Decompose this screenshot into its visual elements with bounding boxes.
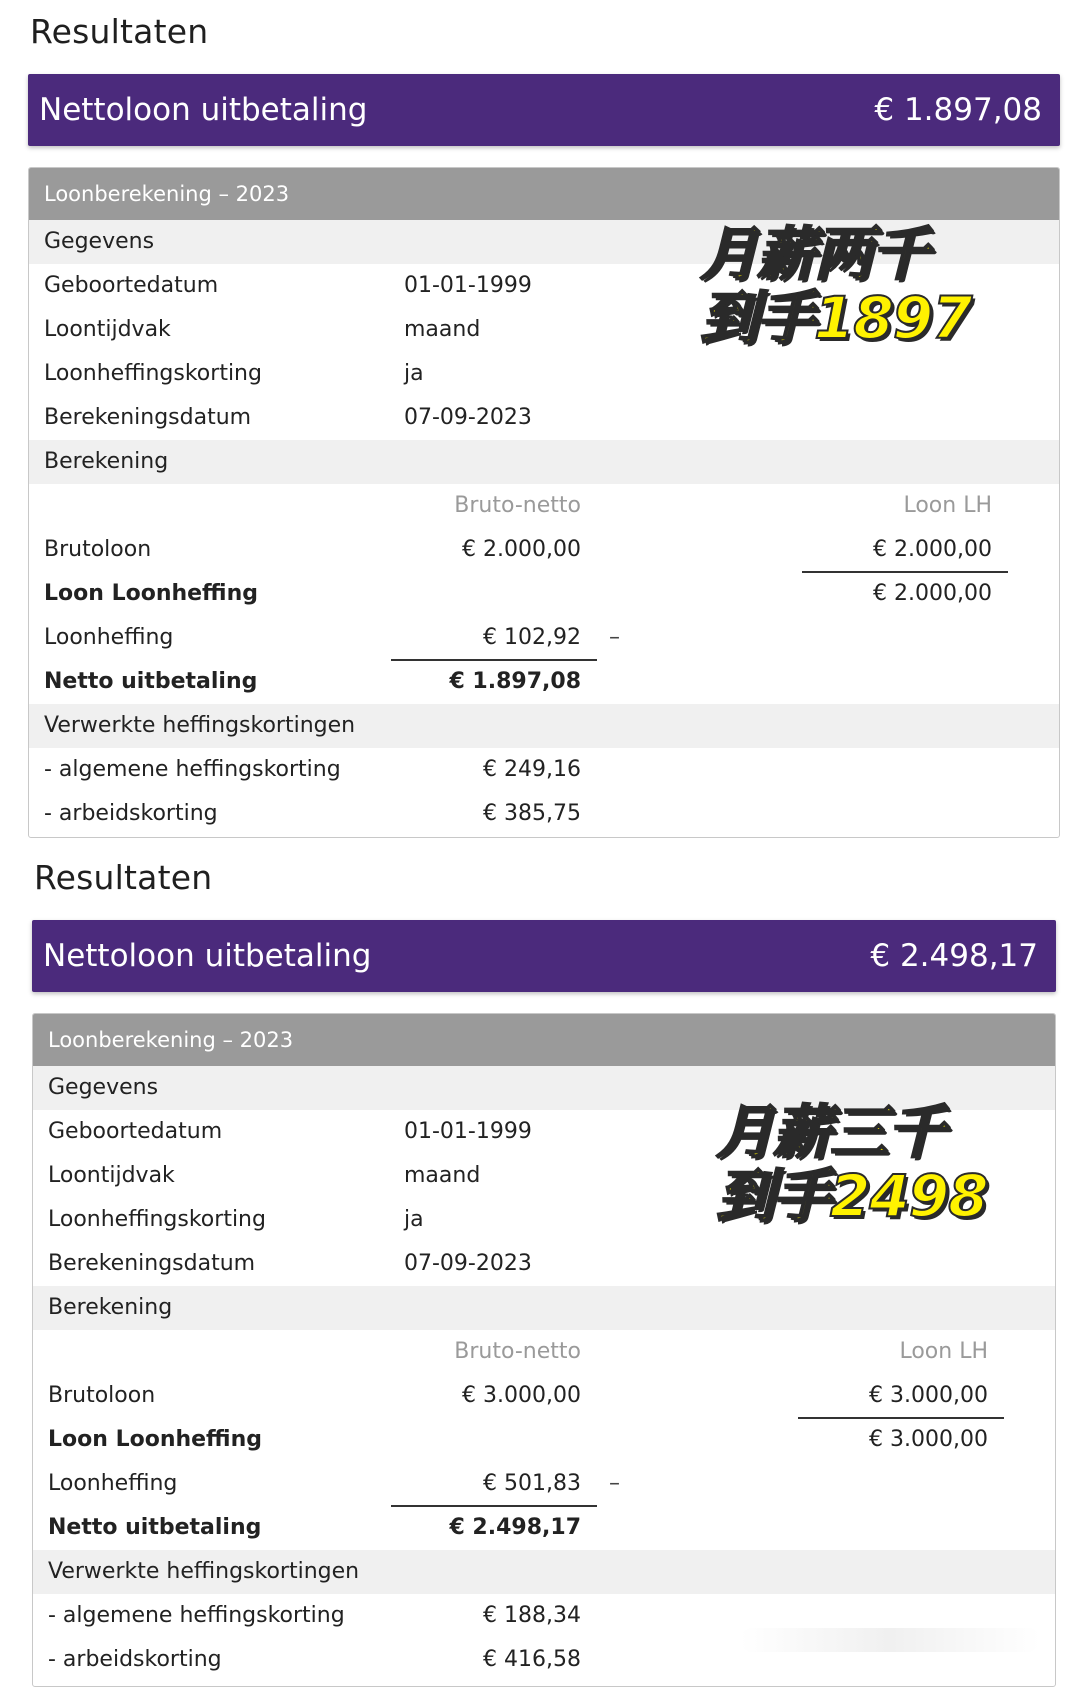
korting-value: € 188,34 [483,1603,581,1628]
loon-loonheffing-row [33,1418,1055,1462]
minus-sign: – [609,625,620,650]
netto-uitbetaling-value: € 2.498,17 [449,1515,581,1540]
detail-label: Loonheffingskorting [48,1207,266,1232]
loonheffing-label: Loonheffing [44,625,174,650]
detail-row [33,1242,1055,1286]
detail-label: Berekeningsdatum [44,405,252,430]
net-pay-banner [28,74,1060,146]
detail-value: maand [404,317,481,342]
column-headers-row [33,1330,1055,1374]
net-pay-label: Nettoloon uitbetaling [39,92,368,128]
kortingen-header-row [33,1550,1055,1594]
berekening-header: Berekening [48,1295,173,1320]
korting-label: - algemene heffingskorting [48,1603,345,1628]
detail-value: 01-01-1999 [404,273,532,298]
caption-line-2: 到手2498 [716,1162,988,1230]
loon-loonheffing-label: Loon Loonheffing [48,1427,263,1452]
detail-label: Geboortedatum [44,273,219,298]
detail-label: Loontijdvak [48,1163,175,1188]
detail-value: 07-09-2023 [404,405,532,430]
column-headers-row [29,484,1059,528]
korting-label: - arbeidskorting [44,801,218,826]
brutoloon-row [29,528,1059,572]
net-pay-banner [32,920,1056,992]
kortingen-header: Verwerkte heffingskortingen [44,713,356,738]
netto-uitbetaling-row [33,1506,1055,1550]
caption-line-1: 月薪两千 [700,220,929,288]
gegevens-header: Gegevens [44,229,155,254]
netto-uitbetaling-row [29,660,1059,704]
net-pay-value: € 1.897,08 [874,92,1042,128]
brutoloon-bruto-netto: € 2.000,00 [462,537,581,562]
detail-row [29,352,1059,396]
loonheffing-row [29,616,1059,660]
col-header-loon-lh: Loon LH [903,493,992,518]
korting-value: € 385,75 [483,801,581,826]
detail-label: Loonheffingskorting [44,361,262,386]
brutoloon-row [33,1374,1055,1418]
brutoloon-label: Brutoloon [48,1383,156,1408]
results-title: Resultaten [30,12,209,51]
korting-row [29,792,1059,836]
loonheffing-row [33,1462,1055,1506]
card-header: Loonberekening – 2023 [29,168,1059,220]
brutoloon-label: Brutoloon [44,537,152,562]
brutoloon-loon-lh: € 2.000,00 [873,537,992,562]
loonheffing-label: Loonheffing [48,1471,178,1496]
gegevens-header: Gegevens [48,1075,159,1100]
detail-value: 01-01-1999 [404,1119,532,1144]
netto-uitbetaling-label: Netto uitbetaling [44,669,258,694]
net-pay-value: € 2.498,17 [870,938,1038,974]
loon-loonheffing-value: € 2.000,00 [873,581,992,606]
brutoloon-bruto-netto: € 3.000,00 [462,1383,581,1408]
col-header-loon-lh: Loon LH [899,1339,988,1364]
minus-sign: – [609,1471,620,1496]
card-header: Loonberekening – 2023 [33,1014,1055,1066]
brutoloon-loon-lh: € 3.000,00 [869,1383,988,1408]
loon-loonheffing-label: Loon Loonheffing [44,581,259,606]
kortingen-header-row [29,704,1059,748]
korting-label: - arbeidskorting [48,1647,222,1672]
net-pay-label: Nettoloon uitbetaling [43,938,372,974]
loon-loonheffing-row [29,572,1059,616]
korting-label: - algemene heffingskorting [44,757,341,782]
berekening-header: Berekening [44,449,169,474]
kortingen-header: Verwerkte heffingskortingen [48,1559,360,1584]
netto-uitbetaling-value: € 1.897,08 [449,669,581,694]
caption-overlay [700,222,971,350]
netto-uitbetaling-label: Netto uitbetaling [48,1515,262,1540]
korting-row [29,748,1059,792]
detail-value: ja [404,1207,424,1232]
col-header-bruto-netto: Bruto-netto [454,493,581,518]
detail-value: ja [404,361,424,386]
detail-value: maand [404,1163,481,1188]
watermark-blur [740,1628,1040,1652]
caption-line-2: 到手1897 [700,284,972,352]
col-header-bruto-netto: Bruto-netto [454,1339,581,1364]
detail-label: Loontijdvak [44,317,171,342]
loonheffing-value: € 501,83 [483,1471,581,1496]
detail-row [29,396,1059,440]
loonheffing-value: € 102,92 [483,625,581,650]
detail-label: Berekeningsdatum [48,1251,256,1276]
loon-loonheffing-value: € 3.000,00 [869,1427,988,1452]
results-title: Resultaten [34,858,213,897]
caption-line-1: 月薪三千 [716,1098,945,1166]
korting-value: € 249,16 [483,757,581,782]
caption-overlay [716,1100,987,1228]
detail-value: 07-09-2023 [404,1251,532,1276]
berekening-header-row [33,1286,1055,1330]
detail-label: Geboortedatum [48,1119,223,1144]
berekening-header-row [29,440,1059,484]
korting-value: € 416,58 [483,1647,581,1672]
